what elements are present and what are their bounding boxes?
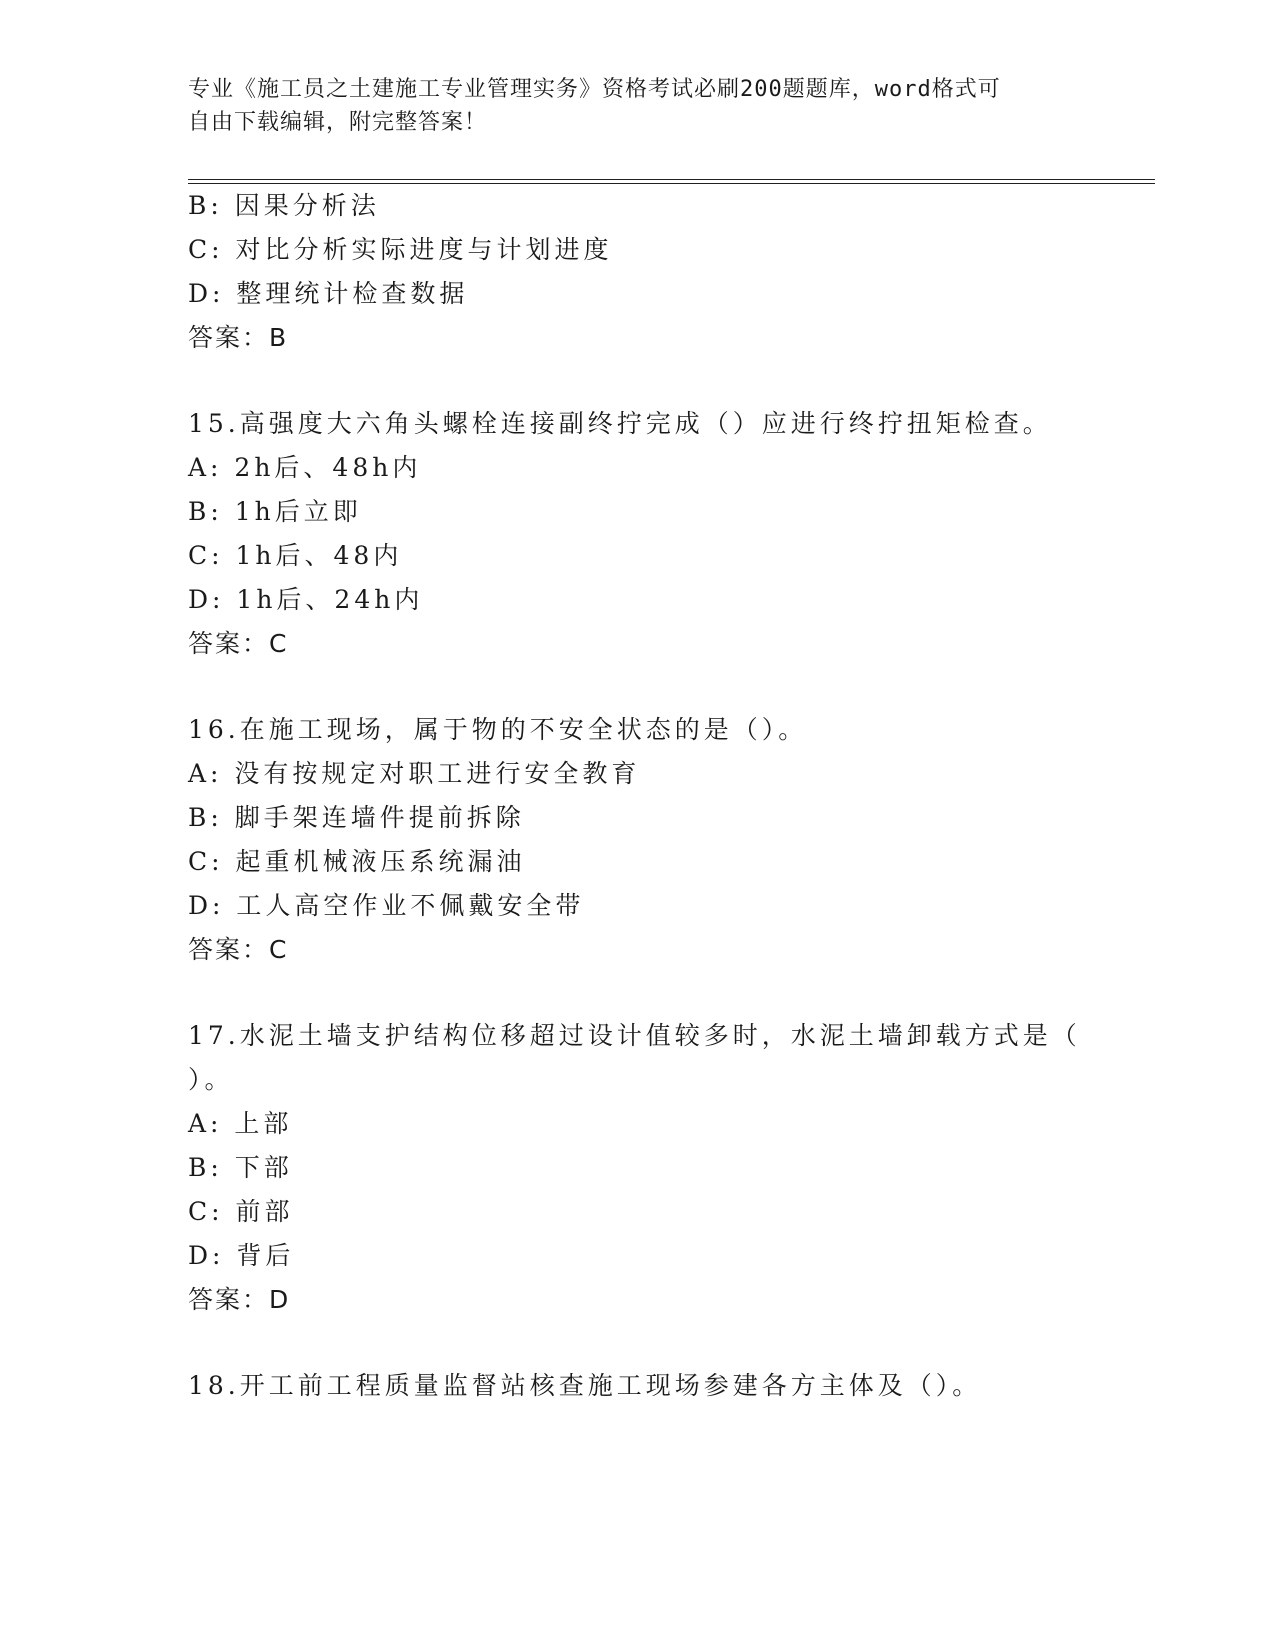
question-17-line-1: 17.水泥土墙支护结构位移超过设计值较多时，水泥土墙卸载方式是（: [188, 1021, 1081, 1050]
q15-option-c: C: 1h后、48内: [188, 541, 403, 570]
q17-option-d: D: 背后: [188, 1241, 295, 1270]
q17-option-a: A: 上部: [188, 1109, 293, 1138]
q16-option-d: D: 工人高空作业不佩戴安全带: [188, 891, 585, 920]
q16-option-b: B: 脚手架连墙件提前拆除: [188, 803, 525, 832]
header-divider-top: [188, 179, 1155, 180]
header-line-2: 自由下载编辑，附完整答案！: [188, 110, 488, 135]
question-16: 16.在施工现场，属于物的不安全状态的是（）。: [188, 715, 808, 744]
document-header: [188, 73, 1088, 139]
q17-option-b: B: 下部: [188, 1153, 293, 1182]
header-divider-bottom: [188, 183, 1155, 184]
header-line-1: 专业《施工员之土建施工专业管理实务》资格考试必刷200题题库，word格式可: [188, 77, 1001, 102]
answer-label: 答案：B: [188, 323, 289, 352]
question-18: 18.开工前工程质量监督站核查施工现场参建各方主体及（）。: [188, 1371, 982, 1400]
option-d: D: 整理统计检查数据: [188, 279, 469, 308]
q17-option-c: C: 前部: [188, 1197, 294, 1226]
q15-option-a: A: 2h后、48h内: [188, 453, 422, 482]
question-15: 15.高强度大六角头螺栓连接副终拧完成（）应进行终拧扭矩检查。: [188, 409, 1052, 438]
q15-option-b: B: 1h后立即: [188, 497, 362, 526]
option-c: C: 对比分析实际进度与计划进度: [188, 235, 613, 264]
option-b: B: 因果分析法: [188, 191, 380, 220]
question-17-line-2: ）。: [188, 1065, 234, 1094]
q16-answer: 答案：C: [188, 935, 289, 964]
q16-option-a: A: 没有按规定对职工进行安全教育: [188, 759, 641, 788]
q15-answer: 答案：C: [188, 629, 289, 658]
q15-option-d: D: 1h后、24h内: [188, 585, 424, 614]
q16-option-c: C: 起重机械液压系统漏油: [188, 847, 526, 876]
q17-answer: 答案：D: [188, 1285, 291, 1314]
